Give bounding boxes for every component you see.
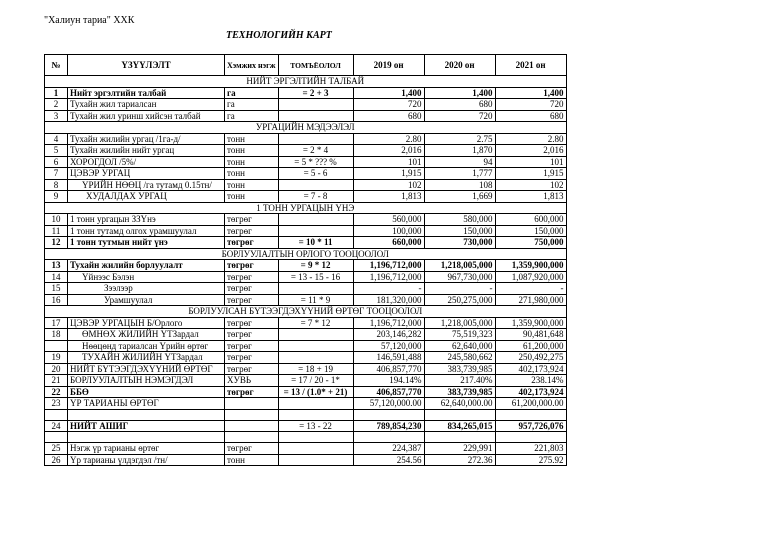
row-label: Тухайн жилийн ургац /1га-д/ xyxy=(68,133,225,145)
value-2021: 957,726,076 xyxy=(495,420,566,432)
table-row xyxy=(45,214,567,226)
row-unit: төгрөг xyxy=(225,283,279,295)
row-formula xyxy=(278,110,353,122)
row-formula xyxy=(278,225,353,237)
section-title: НИЙТ ЭРГЭЛТИЙН ТАЛБАЙ xyxy=(45,76,567,88)
blank-row xyxy=(45,409,567,420)
value-2021: 102 xyxy=(495,179,566,191)
blank-cell xyxy=(495,409,566,420)
row-number: 6 xyxy=(45,156,68,168)
table-row xyxy=(45,329,567,341)
header-formula: ТОМЪЁОЛОЛ xyxy=(278,55,353,76)
row-label: Тухайн жил тариалсан xyxy=(68,99,225,111)
value-2021: 1,359,900,000 xyxy=(495,317,566,329)
value-2019: - xyxy=(353,283,424,295)
table-row xyxy=(45,133,567,145)
table-row xyxy=(45,225,567,237)
blank-row xyxy=(45,432,567,443)
value-2021: 61,200,000.00 xyxy=(495,398,566,410)
row-unit: төгрөг xyxy=(225,271,279,283)
row-label: 1 тонн ургацын ЗЗҮнэ xyxy=(68,214,225,226)
blank-cell xyxy=(353,432,424,443)
row-label: Зээлээр xyxy=(68,283,225,295)
row-number xyxy=(45,340,68,352)
row-formula: = 11 * 9 xyxy=(278,294,353,306)
value-2020: 245,580,662 xyxy=(424,352,495,364)
row-formula xyxy=(278,340,353,352)
row-label: НИЙТ АШИГ xyxy=(68,420,225,432)
header-indicator: ҮЗҮҮЛЭЛТ xyxy=(68,55,225,76)
row-number: 17 xyxy=(45,317,68,329)
row-label: ХУДАЛДАХ УРГАЦ xyxy=(68,191,225,203)
row-formula xyxy=(278,133,353,145)
row-formula: = 17 / 20 - 1* xyxy=(278,375,353,387)
row-number: 1 xyxy=(45,87,68,99)
value-2020: 680 xyxy=(424,99,495,111)
row-formula: = 2 * 4 xyxy=(278,145,353,157)
value-2019: 720 xyxy=(353,99,424,111)
row-formula: = 10 * 11 xyxy=(278,237,353,249)
blank-cell xyxy=(45,432,68,443)
row-unit: га xyxy=(225,87,279,99)
row-label: Нийт эргэлтийн талбай xyxy=(68,87,225,99)
value-2021: 1,400 xyxy=(495,87,566,99)
row-label: ҮРИЙН НӨӨЦ /га тутамд 0.15тн/ xyxy=(68,179,225,191)
row-number: 19 xyxy=(45,352,68,364)
value-2020: 62,640,000 xyxy=(424,340,495,352)
section-title: УРГАЦИЙН МЭДЭЭЛЭЛ xyxy=(45,122,567,134)
blank-cell xyxy=(353,409,424,420)
value-2021: 1,915 xyxy=(495,168,566,180)
value-2020: 730,000 xyxy=(424,237,495,249)
value-2021: 61,200,000 xyxy=(495,340,566,352)
value-2020: 1,218,005,000 xyxy=(424,260,495,272)
row-unit: тонн xyxy=(225,454,279,466)
value-2019: 680 xyxy=(353,110,424,122)
value-2019: 1,196,712,000 xyxy=(353,317,424,329)
section-row xyxy=(45,306,567,318)
row-formula xyxy=(278,283,353,295)
value-2021: 402,173,924 xyxy=(495,386,566,398)
row-unit: төгрөг xyxy=(225,363,279,375)
value-2019: 1,915 xyxy=(353,168,424,180)
row-unit: төгрөг xyxy=(225,260,279,272)
value-2021: 2,016 xyxy=(495,145,566,157)
row-unit: төгрөг xyxy=(225,214,279,226)
row-unit: тонн xyxy=(225,145,279,157)
row-formula xyxy=(278,454,353,466)
row-number: 10 xyxy=(45,214,68,226)
row-unit: төгрөг xyxy=(225,237,279,249)
value-2021: 680 xyxy=(495,110,566,122)
value-2020: 62,640,000.00 xyxy=(424,398,495,410)
row-label: 1 тонн тутамд олгох урамшуулал xyxy=(68,225,225,237)
blank-cell xyxy=(424,432,495,443)
row-formula xyxy=(278,443,353,455)
value-2021: 250,492,275 xyxy=(495,352,566,364)
row-label: ХОРОГДОЛ /5%/ xyxy=(68,156,225,168)
table-row xyxy=(45,363,567,375)
row-label: Нөөцөнд тариалсан Үрийн өртөг xyxy=(68,340,225,352)
row-formula xyxy=(278,214,353,226)
value-2020: 383,739,985 xyxy=(424,363,495,375)
value-2019: 194.14% xyxy=(353,375,424,387)
value-2019: 2,016 xyxy=(353,145,424,157)
row-number: 26 xyxy=(45,454,68,466)
section-title: БОРЛУУЛАЛТЫН ОРЛОГО ТООЦООЛОЛ xyxy=(45,248,567,260)
table-row xyxy=(45,87,567,99)
blank-cell xyxy=(495,432,566,443)
table-row xyxy=(45,375,567,387)
value-2020: 75,519,323 xyxy=(424,329,495,341)
row-number: 8 xyxy=(45,179,68,191)
row-unit: төгрөг xyxy=(225,340,279,352)
row-unit xyxy=(225,398,279,410)
row-unit: ХУВЬ xyxy=(225,375,279,387)
value-2019: 660,000 xyxy=(353,237,424,249)
value-2020: 217.40% xyxy=(424,375,495,387)
blank-cell xyxy=(68,409,225,420)
row-number: 22 xyxy=(45,386,68,398)
value-2020: 2.75 xyxy=(424,133,495,145)
row-number: 9 xyxy=(45,191,68,203)
row-number: 20 xyxy=(45,363,68,375)
table-row xyxy=(45,156,567,168)
value-2020: 1,669 xyxy=(424,191,495,203)
row-number: 13 xyxy=(45,260,68,272)
row-unit: төгрөг xyxy=(225,352,279,364)
row-label: ТУХАЙН ЖИЛИЙН ҮТЗардал xyxy=(68,352,225,364)
table-row xyxy=(45,237,567,249)
row-number: 24 xyxy=(45,420,68,432)
blank-cell xyxy=(45,409,68,420)
header-2020: 2020 он xyxy=(424,55,495,76)
row-number: 25 xyxy=(45,443,68,455)
blank-cell xyxy=(68,432,225,443)
value-2021: 271,980,000 xyxy=(495,294,566,306)
row-label: БОРЛУУЛАЛТЫН НЭМЭГДЭЛ xyxy=(68,375,225,387)
row-unit: тонн xyxy=(225,179,279,191)
blank-cell xyxy=(278,409,353,420)
row-label: ӨМНӨХ ЖИЛИЙН ҮТЗардал xyxy=(68,329,225,341)
row-formula xyxy=(278,398,353,410)
row-unit: тонн xyxy=(225,156,279,168)
table-body xyxy=(45,76,567,466)
row-unit: төгрөг xyxy=(225,386,279,398)
section-row xyxy=(45,202,567,214)
value-2019: 254.56 xyxy=(353,454,424,466)
row-label: Үйнээс Бэлэн xyxy=(68,271,225,283)
row-formula: = 5 - 6 xyxy=(278,168,353,180)
section-row xyxy=(45,248,567,260)
value-2019: 101 xyxy=(353,156,424,168)
value-2021: 600,000 xyxy=(495,214,566,226)
row-unit: га xyxy=(225,110,279,122)
row-formula xyxy=(278,179,353,191)
row-label: Тухайн жил уринш хийсэн талбай xyxy=(68,110,225,122)
value-2019: 100,000 xyxy=(353,225,424,237)
value-2020: 229,991 xyxy=(424,443,495,455)
value-2020: 1,777 xyxy=(424,168,495,180)
value-2021: 221,803 xyxy=(495,443,566,455)
row-formula: = 7 - 8 xyxy=(278,191,353,203)
table-row xyxy=(45,260,567,272)
value-2020: 580,000 xyxy=(424,214,495,226)
value-2020: 272.36 xyxy=(424,454,495,466)
header-2021: 2021 он xyxy=(495,55,566,76)
value-2020: 383,739,985 xyxy=(424,386,495,398)
value-2019: 181,320,000 xyxy=(353,294,424,306)
row-unit: га xyxy=(225,99,279,111)
row-unit xyxy=(225,420,279,432)
document-title: ТЕХНОЛОГИЙН КАРТ xyxy=(226,30,332,41)
value-2021: - xyxy=(495,283,566,295)
row-unit: төгрөг xyxy=(225,329,279,341)
value-2019: 1,196,712,000 xyxy=(353,271,424,283)
value-2019: 1,196,712,000 xyxy=(353,260,424,272)
row-label: Нэгж үр тарианы өртөг xyxy=(68,443,225,455)
table-row xyxy=(45,294,567,306)
value-2020: - xyxy=(424,283,495,295)
row-number: 12 xyxy=(45,237,68,249)
row-number: 5 xyxy=(45,145,68,157)
value-2021: 750,000 xyxy=(495,237,566,249)
blank-cell xyxy=(424,409,495,420)
value-2019: 57,120,000.00 xyxy=(353,398,424,410)
value-2021: 1,359,900,000 xyxy=(495,260,566,272)
value-2019: 789,854,230 xyxy=(353,420,424,432)
row-number: 14 xyxy=(45,271,68,283)
table-row xyxy=(45,420,567,432)
row-formula: = 5 * ??? % xyxy=(278,156,353,168)
blank-cell xyxy=(225,409,279,420)
value-2019: 224,387 xyxy=(353,443,424,455)
value-2019: 102 xyxy=(353,179,424,191)
table-row xyxy=(45,191,567,203)
table-row xyxy=(45,454,567,466)
value-2021: 101 xyxy=(495,156,566,168)
company-name: "Халиун тариа" ХХК xyxy=(44,15,135,26)
row-number: 21 xyxy=(45,375,68,387)
table-row xyxy=(45,168,567,180)
row-number: 15 xyxy=(45,283,68,295)
row-label: ББӨ xyxy=(68,386,225,398)
row-formula xyxy=(278,329,353,341)
row-formula: = 2 + 3 xyxy=(278,87,353,99)
table-row xyxy=(45,110,567,122)
row-label: Тухайн жилийн нийт ургац xyxy=(68,145,225,157)
value-2021: 1,813 xyxy=(495,191,566,203)
value-2019: 2.80 xyxy=(353,133,424,145)
row-label: Тухайн жилийн борлуулалт xyxy=(68,260,225,272)
value-2020: 1,870 xyxy=(424,145,495,157)
value-2021: 720 xyxy=(495,99,566,111)
table-row xyxy=(45,283,567,295)
value-2020: 967,730,000 xyxy=(424,271,495,283)
row-formula: = 13 / (1.0* + 21) xyxy=(278,386,353,398)
row-formula: = 7 * 12 xyxy=(278,317,353,329)
row-formula: = 18 + 19 xyxy=(278,363,353,375)
row-formula: = 13 - 22 xyxy=(278,420,353,432)
value-2021: 275.92 xyxy=(495,454,566,466)
row-label: НИЙТ БҮТЭЭГДЭХҮҮНИЙ ӨРТӨГ xyxy=(68,363,225,375)
header-unit: Хэмжих нэгж xyxy=(225,55,279,76)
value-2021: 2.80 xyxy=(495,133,566,145)
row-unit: төгрөг xyxy=(225,317,279,329)
row-unit: төгрөг xyxy=(225,294,279,306)
table-row xyxy=(45,386,567,398)
row-label: Үр тарианы үлдэгдэл /тн/ xyxy=(68,454,225,466)
table-row xyxy=(45,145,567,157)
row-formula xyxy=(278,352,353,364)
row-number: 16 xyxy=(45,294,68,306)
row-number: 2 xyxy=(45,99,68,111)
section-row xyxy=(45,122,567,134)
table-row xyxy=(45,317,567,329)
value-2019: 406,857,770 xyxy=(353,386,424,398)
row-number: 23 xyxy=(45,398,68,410)
value-2019: 57,120,000 xyxy=(353,340,424,352)
value-2020: 720 xyxy=(424,110,495,122)
technology-card-table xyxy=(44,54,567,466)
table-row xyxy=(45,398,567,410)
value-2019: 406,857,770 xyxy=(353,363,424,375)
row-number: 7 xyxy=(45,168,68,180)
row-formula: = 9 * 12 xyxy=(278,260,353,272)
row-formula xyxy=(278,99,353,111)
value-2020: 94 xyxy=(424,156,495,168)
header-2019: 2019 он xyxy=(353,55,424,76)
row-label: Урамшуулал xyxy=(68,294,225,306)
table-row xyxy=(45,443,567,455)
value-2020: 834,265,015 xyxy=(424,420,495,432)
table-header-row xyxy=(45,55,567,76)
value-2021: 90,481,648 xyxy=(495,329,566,341)
row-number: 3 xyxy=(45,110,68,122)
value-2021: 238.14% xyxy=(495,375,566,387)
row-label: ЦЭВЭР УРГАЦ xyxy=(68,168,225,180)
blank-cell xyxy=(225,432,279,443)
row-unit: төгрөг xyxy=(225,443,279,455)
row-formula: = 13 - 15 - 16 xyxy=(278,271,353,283)
value-2020: 1,400 xyxy=(424,87,495,99)
table-row xyxy=(45,99,567,111)
value-2020: 108 xyxy=(424,179,495,191)
value-2021: 150,000 xyxy=(495,225,566,237)
value-2021: 402,173,924 xyxy=(495,363,566,375)
value-2019: 146,591,488 xyxy=(353,352,424,364)
row-label: 1 тонн тутмын нийт үнэ xyxy=(68,237,225,249)
row-label: ЦЭВЭР УРГАЦЫН Б/Орлого xyxy=(68,317,225,329)
table-row xyxy=(45,340,567,352)
value-2019: 203,146,282 xyxy=(353,329,424,341)
value-2019: 1,813 xyxy=(353,191,424,203)
row-unit: төгрөг xyxy=(225,225,279,237)
row-number: 18 xyxy=(45,329,68,341)
row-number: 4 xyxy=(45,133,68,145)
table-row xyxy=(45,352,567,364)
value-2019: 560,000 xyxy=(353,214,424,226)
value-2020: 1,218,005,000 xyxy=(424,317,495,329)
table-row xyxy=(45,179,567,191)
blank-cell xyxy=(278,432,353,443)
value-2021: 1,087,920,000 xyxy=(495,271,566,283)
row-number: 11 xyxy=(45,225,68,237)
row-unit: тонн xyxy=(225,133,279,145)
header-no: № xyxy=(45,55,68,76)
value-2020: 150,000 xyxy=(424,225,495,237)
value-2020: 250,275,000 xyxy=(424,294,495,306)
value-2019: 1,400 xyxy=(353,87,424,99)
row-unit: тонн xyxy=(225,168,279,180)
table-row xyxy=(45,271,567,283)
section-title: 1 ТОНН УРГАЦЫН ҮНЭ xyxy=(45,202,567,214)
section-row xyxy=(45,76,567,88)
row-unit: тонн xyxy=(225,191,279,203)
row-label: ҮР ТАРИАНЫ ӨРТӨГ xyxy=(68,398,225,410)
section-title: БОРЛУУЛСАН БҮТЭЭГДЭХҮҮНИЙ ӨРТӨГ ТООЦООЛОЛ xyxy=(45,306,567,318)
